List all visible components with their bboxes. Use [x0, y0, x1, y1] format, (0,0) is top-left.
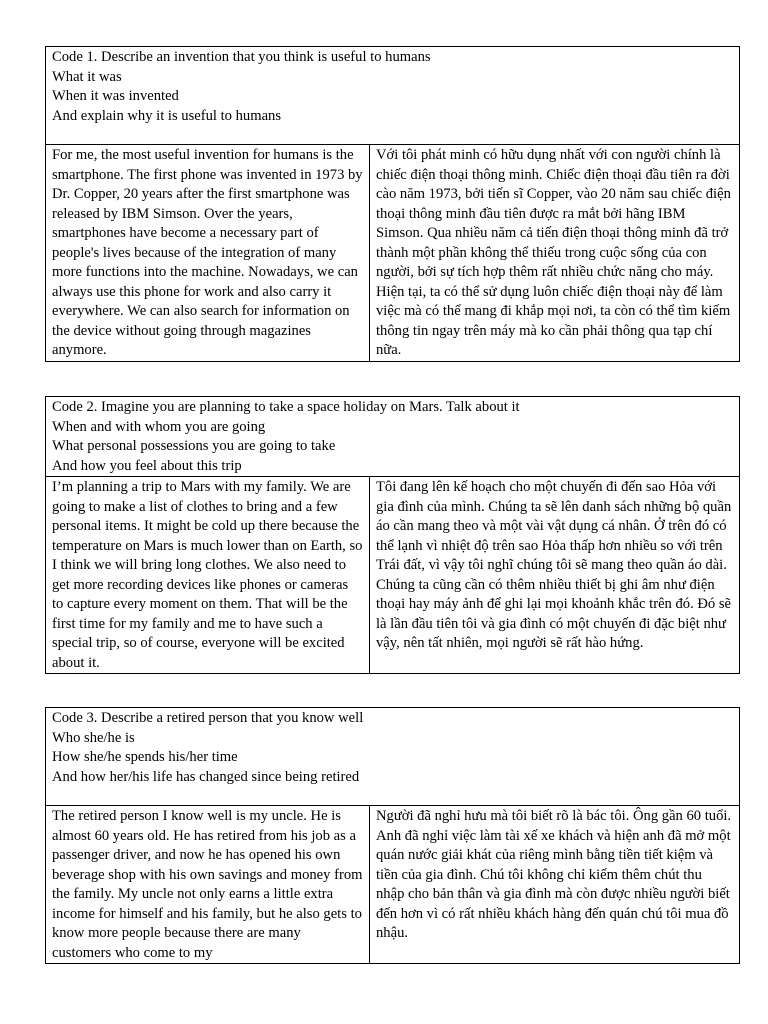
section-1-vietnamese-answer: Với tôi phát minh có hữu dụng nhất với con người chính là chiếc điện thoại thông minh. Chiếc điện thoại đầu tiên ra đời cào năm 1973, bởi tiến sĩ Copper, vào 20 năm sau chiếc điện thoại thông minh đầu tiên được ra mắt bởi hãng IBM Simson. Qua nhiều năm cả tiến điện thoại thông minh đã trở thành một phần không thể thiếu trong cuộc sống của con người, bởi sự tích hợp thêm rất nhiều chức năng cho máy. Hiện tại, ta có thể sử dụng luôn chiếc điện thoại này để làm việc mà có thể mang đi khắp mọi nơi, ta còn có thể tìm kiếm thông tin ngay trên máy mà ko cần phải thông qua tạp chí nữa. — [370, 145, 740, 362]
prompt-question: What it was — [52, 68, 122, 85]
prompt-question: Who she/he is — [52, 729, 135, 746]
section-2-prompt — [46, 397, 740, 477]
section-3-vietnamese-answer: Người đã nghỉ hưu mà tôi biết rõ là bác tôi. Ông gần 60 tuổi. Anh đã nghỉ việc làm tài xế xe khách và hiện anh đã mở một quán nước giải khát của riêng mình bằng tiền tiết kiệm và tiền của gia đình. Chú tôi không chỉ kiếm thêm chút thu nhập cho bản thân và gia đình mà còn được nhiều người biết đến hơn vì có rất nhiều khách hàng đến quán chú tôi mua đồ nhậu. — [370, 806, 740, 964]
section-1-table — [45, 46, 740, 362]
prompt-title: Code 1. Describe an invention that you think is useful to humans — [52, 49, 431, 65]
section-2-table — [45, 396, 740, 674]
section-3-english-answer: The retired person I know well is my uncle. He is almost 60 years old. He has retired from his job as a passenger driver, and now he has opened his own beverage shop with his own savings and money from the family. My uncle not only earns a little extra income for himself and his family, but he also gets to know more people because there are many customers who come to my — [46, 806, 370, 964]
prompt-question: And explain why it is useful to humans — [52, 107, 282, 124]
prompt-question: And how you feel about this trip — [52, 457, 242, 474]
prompt-question: And how her/his life has changed since being retired — [52, 768, 360, 785]
prompt-question: When and with whom you are going — [52, 418, 266, 435]
section-1-prompt — [46, 47, 740, 145]
prompt-title: Code 2. Imagine you are planning to take a space holiday on Mars. Talk about it — [52, 399, 520, 415]
prompt-question: When it was invented — [52, 88, 179, 104]
section-1-english-answer: For me, the most useful invention for humans is the smartphone. The first phone was invented in 1973 by Dr. Copper, 20 years after the first smartphone was released by IBM Simson. Over the years, smartphones have become a necessary part of people's lives because of the integration of many more functions into the machine. Nowadays, we can always use this phone for work and also carry it everywhere. We can also search for information on the device without going through magazines anymore. — [46, 145, 370, 362]
prompt-question: What personal possessions you are going to take — [52, 438, 336, 454]
prompt-title: Code 3. Describe a retired person that you know well — [52, 710, 364, 726]
section-3-prompt — [46, 708, 740, 806]
prompt-question: How she/he spends his/her time — [52, 749, 238, 765]
section-3-table — [45, 707, 740, 964]
section-2-english-answer: I’m planning a trip to Mars with my family. We are going to make a list of clothes to bring and a few personal items. It might be cold up there because the temperature on Mars is much lower than on Earth, so I think we will bring long clothes. We also need to get more recording devices like phones or cameras to capture every moment on them. That will be the first time for my family and me to have such a special trip, so of course, everyone will be excited about it. — [46, 477, 370, 674]
section-2-vietnamese-answer: Tôi đang lên kế hoạch cho một chuyến đi đến sao Hỏa với gia đình của mình. Chúng ta sẽ lên danh sách những bộ quần áo cần mang theo và một vài vật dụng cá nhân. Ở trên đó có thể lạnh vì nhiệt độ trên sao Hỏa thấp hơn nhiều so với trên Trái đất, vì vậy tôi nghĩ chúng tôi sẽ mang theo quần áo dài. Chúng ta cũng cần có thêm nhiều thiết bị ghi âm như điện thoại hay máy ảnh để ghi lại mọi khoảnh khắc trên đó. Đó sẽ là lần đầu tiên tôi và gia đình có một chuyến đi đặc biệt như vậy, nên tất nhiên, mọi người sẽ rất hào hứng. — [370, 477, 740, 674]
